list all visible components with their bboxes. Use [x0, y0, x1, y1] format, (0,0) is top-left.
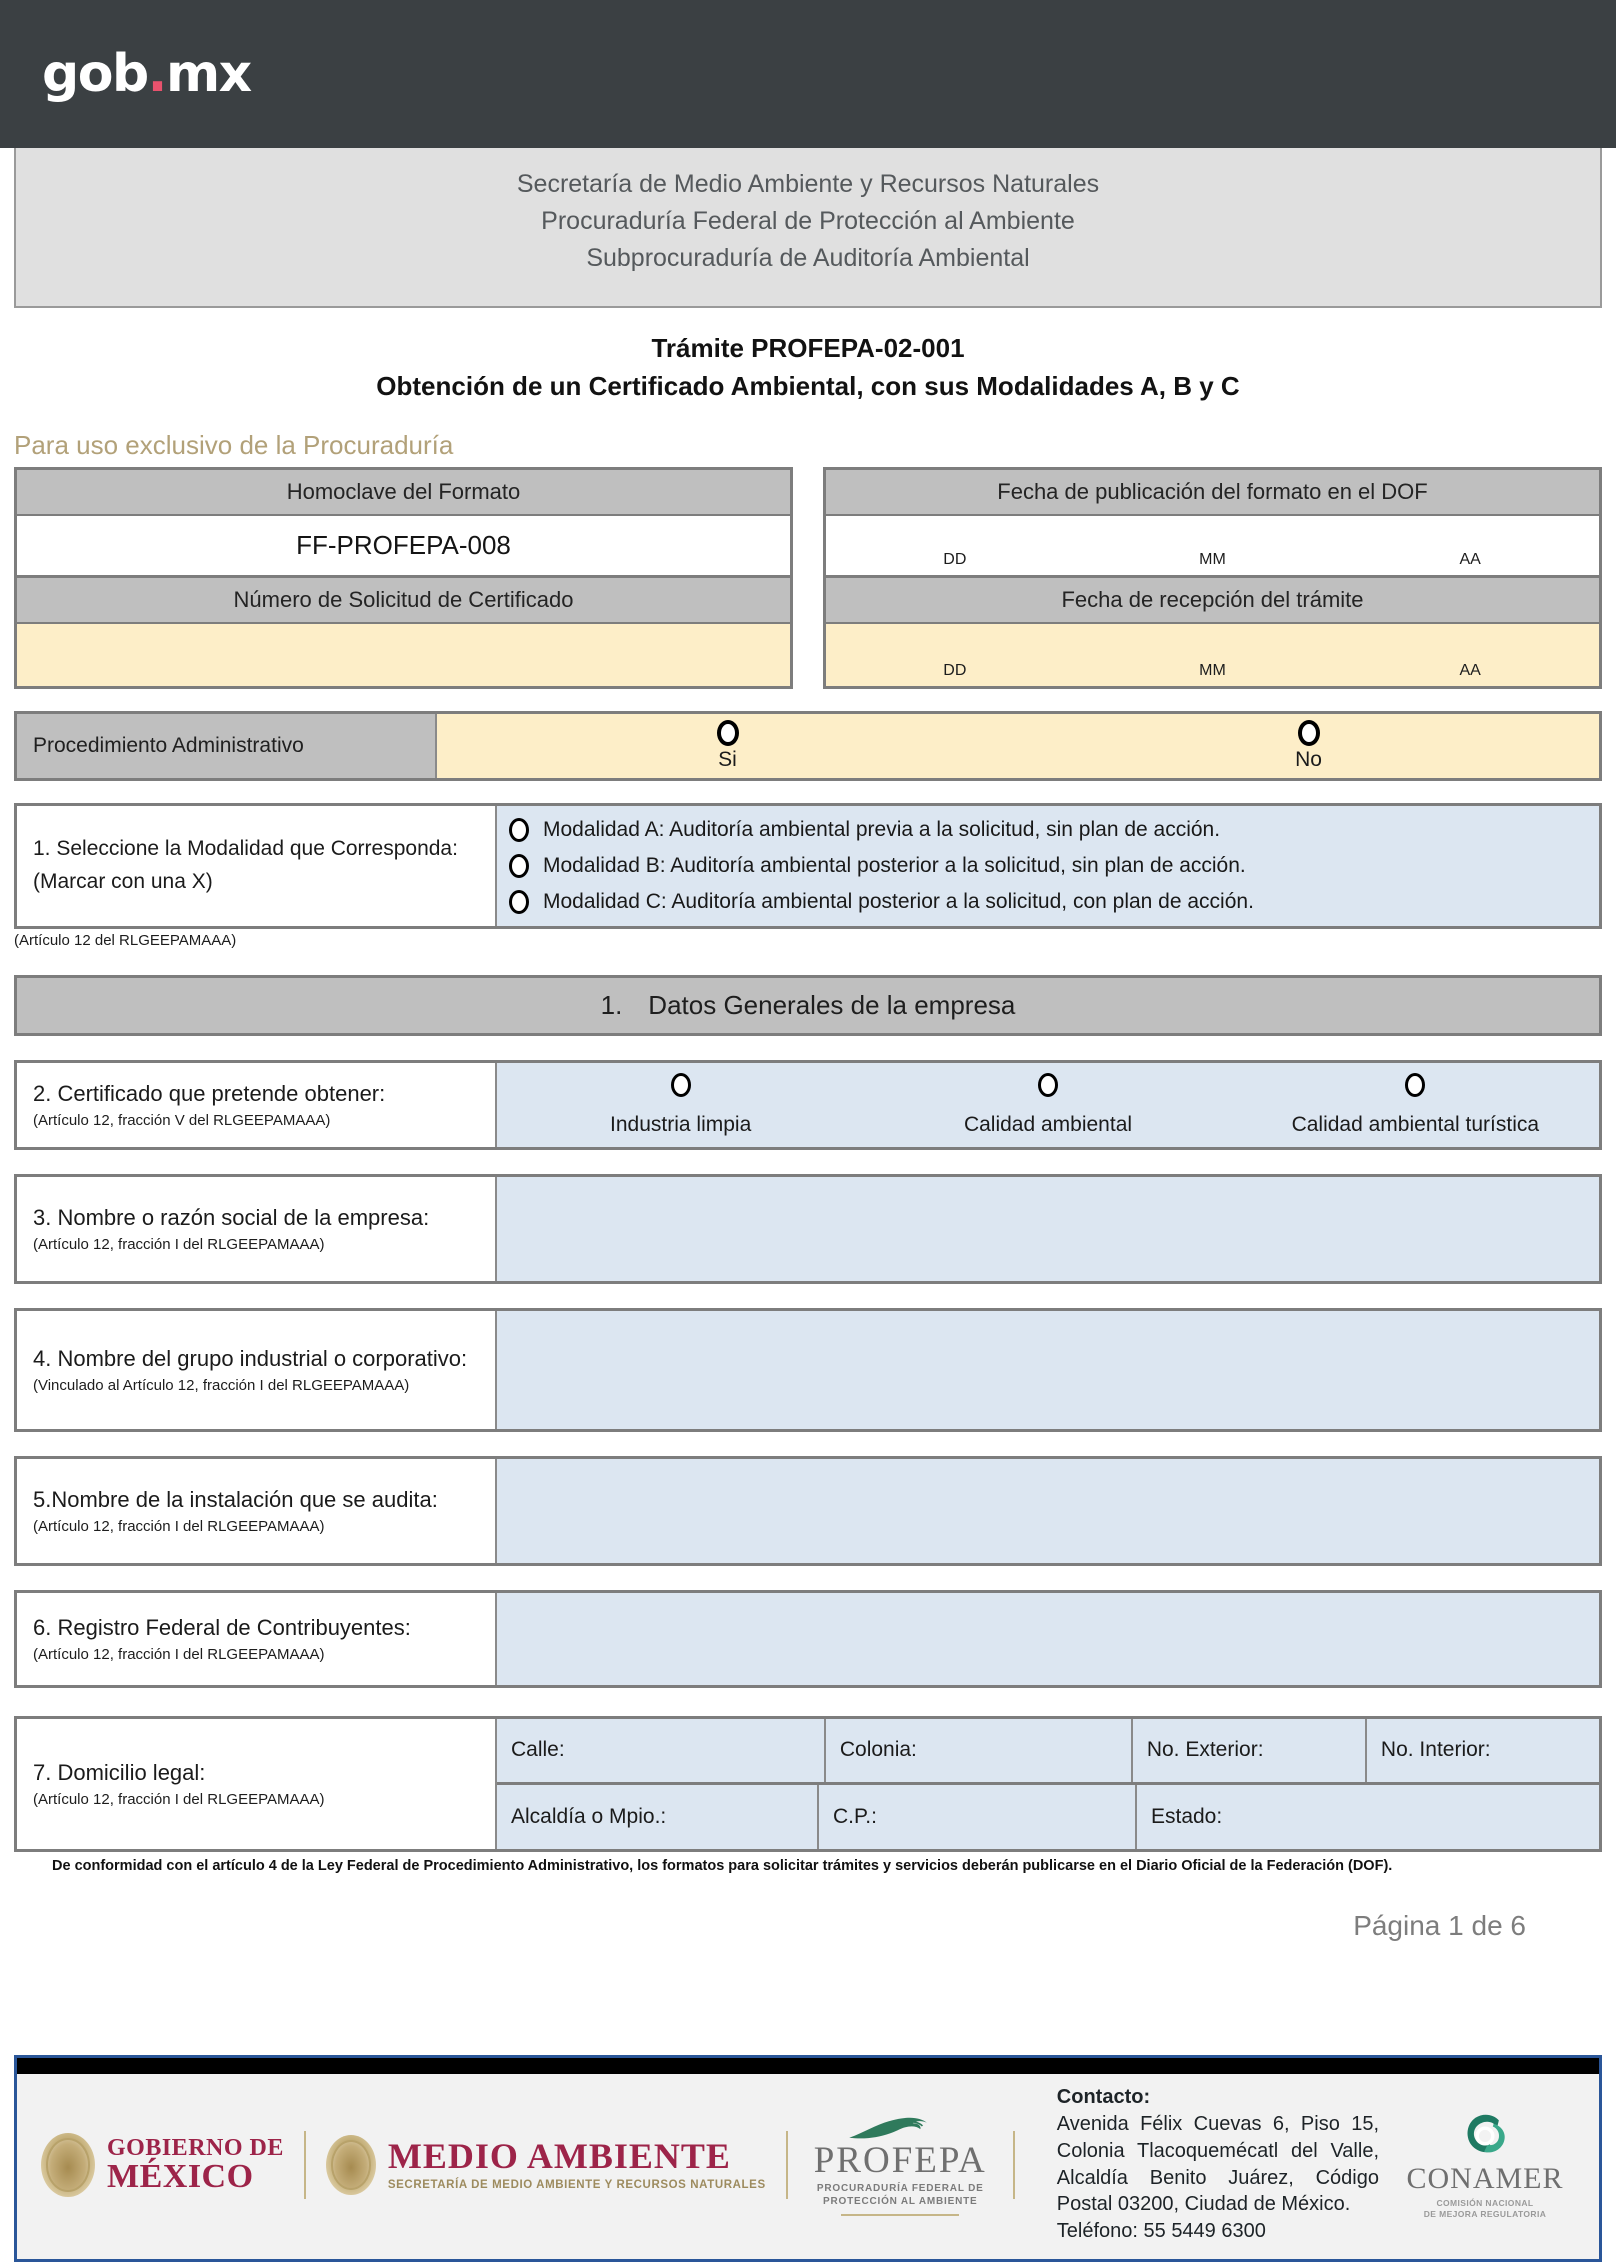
medio-ambiente-logo: [326, 2135, 766, 2195]
radio-circle-icon[interactable]: [509, 890, 529, 914]
radio-circle-icon[interactable]: [1405, 1073, 1425, 1097]
page-number: Página 1 de 6: [1353, 1909, 1526, 1941]
homoclave-header: Homoclave del Formato: [17, 470, 790, 516]
profepa-name: PROFEPA: [813, 2140, 987, 2182]
dof-aa-label: AA: [1459, 550, 1481, 568]
solicitud-value-input[interactable]: [17, 624, 790, 686]
modalidad-article-note: (Artículo 12 del RLGEEPAMAAA): [14, 931, 237, 949]
radio-circle-icon[interactable]: [1298, 720, 1320, 746]
field-4-input[interactable]: [497, 1311, 1599, 1429]
modalidad-options: [497, 806, 1599, 926]
radio-circle-icon[interactable]: [509, 818, 529, 842]
field-3-article: (Artículo 12, fracción I del RLGEEPAMAAA): [33, 1236, 325, 1254]
page-title: [0, 330, 1616, 405]
gobmx-logo-suffix: mx: [165, 44, 251, 104]
exclusive-use-label: Para uso exclusivo de la Procuraduría: [14, 429, 454, 460]
certificado-option-3-label: Calidad ambiental turística: [1291, 1112, 1540, 1136]
field-2-label-cell: [17, 1063, 497, 1147]
procedimiento-no-label: No: [1295, 747, 1322, 771]
domicilio-estado-input[interactable]: Estado:: [1137, 1785, 1599, 1849]
procedimiento-option-si[interactable]: [437, 714, 1018, 778]
procedimiento-label: Procedimiento Administrativo: [17, 714, 437, 778]
certificado-option-calidad-ambiental-turistica[interactable]: [1232, 1063, 1599, 1147]
exclusive-use-grid: [14, 467, 1602, 689]
field-row-certificado: [14, 1060, 1602, 1150]
field-4-article: (Vinculado al Artículo 12, fracción I del RLGEEPAMAAA): [33, 1377, 410, 1395]
modalidad-option-b-label: Modalidad B: Auditoría ambiental posterior a la solicitud, sin plan de acción.: [543, 853, 1246, 877]
recepcion-mm-label: MM: [1199, 661, 1226, 679]
recepcion-date-fields[interactable]: [826, 624, 1599, 686]
footer-divider: [304, 2131, 306, 2199]
modalidad-row: [14, 803, 1602, 929]
gobmx-logo-dot: .: [147, 44, 166, 104]
mexican-coat-of-arms-icon: [326, 2135, 376, 2195]
field-3-input[interactable]: [497, 1177, 1599, 1281]
profepa-subtitle-line-2: PROTECCIÓN AL AMBIENTE: [823, 2195, 978, 2207]
domicilio-fields: [497, 1719, 1599, 1849]
radio-circle-icon[interactable]: [671, 1073, 691, 1097]
procedimiento-option-no[interactable]: [1018, 714, 1599, 778]
field-row-razon-social: [14, 1174, 1602, 1284]
legal-disclaimer: De conformidad con el artículo 4 de la Ley Federal de Procedimiento Administrativo, los formatos para solicitar trámites y servicios deberán publicarse en el Diario Oficial de la Federación (DOF).: [52, 1857, 1393, 1874]
footer-content: [17, 2074, 1599, 2259]
domicilio-colonia-input[interactable]: Colonia:: [826, 1719, 1133, 1783]
domicilio-no-interior-input[interactable]: No. Interior:: [1367, 1719, 1599, 1783]
field-7-label-cell: [17, 1719, 497, 1849]
field-2-label: 2. Certificado que pretende obtener:: [33, 1081, 386, 1107]
page-footer: [14, 2055, 1602, 2262]
gobmx-logo-text: gob: [42, 44, 148, 104]
procedimiento-administrativo-row: [14, 711, 1602, 781]
profepa-bird-icon: [846, 2113, 954, 2141]
contact-address: Avenida Félix Cuevas 6, Piso 15, Colonia Tlacoquemécatl del Valle, Alcaldía Benito Juárez, Código Postal 03200, Ciudad de México.: [1056, 2113, 1379, 2216]
field-5-article: (Artículo 12, fracción I del RLGEEPAMAAA): [33, 1518, 325, 1536]
domicilio-no-exterior-input[interactable]: No. Exterior:: [1133, 1719, 1367, 1783]
solicitud-header: Número de Solicitud de Certificado: [17, 578, 790, 624]
footer-black-bar: [17, 2058, 1599, 2074]
gobmx-header-bar: [0, 0, 1616, 148]
recepcion-dd-label: DD: [943, 661, 967, 679]
domicilio-alcaldia-input[interactable]: Alcaldía o Mpio.:: [497, 1785, 819, 1849]
tramite-code: Trámite PROFEPA-02-001: [651, 333, 965, 364]
field-3-label-cell: [17, 1177, 497, 1281]
medio-ambiente-line-1: MEDIO AMBIENTE: [387, 2136, 731, 2177]
footer-divider: [1013, 2131, 1015, 2199]
tramite-name: Obtención de un Certificado Ambiental, con sus Modalidades A, B y C: [376, 370, 1240, 401]
dof-date-fields[interactable]: [826, 516, 1599, 578]
procedimiento-si-label: Si: [718, 747, 737, 771]
medio-ambiente-line-2: SECRETARÍA DE MEDIO AMBIENTE Y RECURSOS NATURALES: [387, 2178, 766, 2191]
radio-circle-icon[interactable]: [717, 720, 739, 746]
field-row-instalacion: [14, 1456, 1602, 1566]
field-4-label: 4. Nombre del grupo industrial o corporativo:: [33, 1346, 468, 1372]
conamer-subtitle-line-2: DE MEJORA REGULATORIA: [1423, 2208, 1547, 2219]
footer-divider: [786, 2131, 788, 2199]
medio-ambiente-text: [388, 2138, 766, 2191]
contact-phone: Teléfono: 55 5449 6300: [1056, 2220, 1266, 2243]
dependency-line-1: Secretaría de Medio Ambiente y Recursos Naturales: [516, 170, 1100, 198]
conamer-mark-icon: [1459, 2110, 1511, 2162]
field-7-article: (Artículo 12, fracción I del RLGEEPAMAAA): [33, 1791, 325, 1809]
modalidad-label-line2: (Marcar con una X): [33, 869, 213, 893]
certificado-option-2-label: Calidad ambiental: [963, 1112, 1133, 1136]
dependency-header: [14, 148, 1602, 308]
modalidad-label-line1: 1. Seleccione la Modalidad que Corresponda:: [33, 837, 458, 861]
gobmx-logo: [42, 44, 251, 104]
gobierno-de-mexico-text: [107, 2136, 284, 2194]
homoclave-block: [14, 467, 793, 689]
field-5-label: 5.Nombre de la instalación que se audita:: [33, 1487, 438, 1513]
field-row-domicilio-legal: [14, 1716, 1602, 1852]
field-6-label-cell: [17, 1593, 497, 1685]
modalidad-option-b[interactable]: [509, 854, 1599, 878]
field-6-input[interactable]: [497, 1593, 1599, 1685]
procedimiento-options: [437, 714, 1599, 778]
field-6-article: (Artículo 12, fracción I del RLGEEPAMAAA): [33, 1646, 325, 1664]
homoclave-value: FF-PROFEPA-008: [17, 516, 790, 578]
field-5-label-cell: [17, 1459, 497, 1563]
field-4-label-cell: [17, 1311, 497, 1429]
field-row-rfc: [14, 1590, 1602, 1688]
profepa-subtitle-line-1: PROCURADURÍA FEDERAL DE: [816, 2183, 984, 2195]
field-row-grupo-industrial: [14, 1308, 1602, 1432]
gobierno-line-2: MÉXICO: [107, 2157, 254, 2195]
domicilio-cp-input[interactable]: C.P.:: [819, 1785, 1137, 1849]
modalidad-option-a-label: Modalidad A: Auditoría ambiental previa a la solicitud, sin plan de acción.: [543, 817, 1221, 841]
contact-block: [1035, 2084, 1389, 2245]
field-2-article: (Artículo 12, fracción V del RLGEEPAMAAA): [33, 1112, 331, 1130]
dof-dd-label: DD: [943, 550, 967, 568]
field-6-label: 6. Registro Federal de Contribuyentes:: [33, 1615, 411, 1641]
domicilio-line-2: [497, 1785, 1599, 1849]
certificado-option-1-label: Industria limpia: [610, 1112, 752, 1136]
dependency-line-3: Subprocuraduría de Auditoría Ambiental: [586, 243, 1030, 272]
conamer-logo: [1395, 2110, 1585, 2220]
fechas-block: [823, 467, 1602, 689]
conamer-subtitle-line-1: COMISIÓN NACIONAL: [1436, 2197, 1534, 2208]
field-5-input[interactable]: [497, 1459, 1599, 1563]
domicilio-calle-input[interactable]: Calle:: [497, 1719, 826, 1783]
profepa-rule: [841, 2214, 959, 2216]
dof-mm-label: MM: [1199, 550, 1226, 568]
modalidad-label: [17, 806, 497, 926]
modalidad-option-c-label: Modalidad C: Auditoría ambiental posterior a la solicitud, con plan de acción.: [543, 889, 1254, 913]
field-7-label: 7. Domicilio legal:: [33, 1760, 206, 1786]
profepa-subtitle: [814, 2183, 987, 2208]
dof-date-header: Fecha de publicación del formato en el DOF: [826, 470, 1599, 516]
recepcion-aa-label: AA: [1459, 661, 1481, 679]
modalidad-option-c[interactable]: [509, 890, 1599, 914]
certificado-option-calidad-ambiental[interactable]: [864, 1063, 1231, 1147]
certificado-options: [497, 1063, 1599, 1147]
mexican-coat-of-arms-icon: [41, 2133, 95, 2197]
section-number: 1.: [600, 989, 623, 1020]
radio-circle-icon[interactable]: [1038, 1073, 1058, 1097]
profepa-logo: [808, 2113, 993, 2216]
section-title: Datos Generales de la empresa: [648, 989, 1016, 1020]
contact-title: Contacto:: [1056, 2086, 1151, 2109]
certificado-option-industria-limpia[interactable]: [497, 1063, 864, 1147]
modalidad-option-a[interactable]: [509, 818, 1599, 842]
section-banner-datos-generales: [14, 975, 1602, 1036]
domicilio-line-1: [497, 1719, 1599, 1786]
conamer-name: CONAMER: [1406, 2161, 1564, 2195]
dependency-line-2: Procuraduría Federal de Protección al Ambiente: [541, 206, 1075, 235]
field-3-label: 3. Nombre o razón social de la empresa:: [33, 1205, 430, 1231]
radio-circle-icon[interactable]: [509, 854, 529, 878]
gobierno-line-1: GOBIERNO DE: [107, 2134, 284, 2161]
recepcion-date-header: Fecha de recepción del trámite: [826, 578, 1599, 624]
gobierno-de-mexico-logo: [41, 2133, 284, 2197]
conamer-subtitle: [1395, 2198, 1575, 2220]
